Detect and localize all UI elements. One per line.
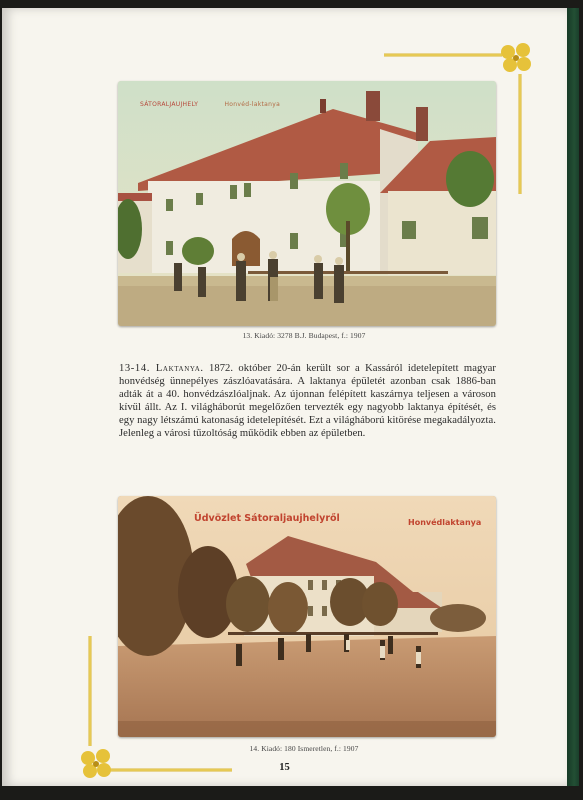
clover-icon bbox=[501, 43, 531, 72]
body-paragraph bbox=[119, 362, 496, 441]
postcard-greeting: Üdvözlet Sátoraljaujhelyről bbox=[194, 513, 340, 524]
postcard-label: Honvédlaktanya bbox=[408, 518, 482, 527]
section-heading: 13-14. Laktanya. bbox=[119, 363, 204, 374]
body-text: 1872. október 20-án került sor a Kassáról idetelepített magyar honvédség ünnepélyes zászlóavatására. A laktanya épületét azonban csak 1886-ban adták át a 40. honvédzászlóaljnak. Az újonnan felépített kaszárnya teljesen a városon kívül állt. Az I. világháborút megelőzően tervezték egy nagyobb laktanya építését, és egy nagy létszámú katonaság idetelepítését. Ezt a világháború kitörése megakadályozta. Jelenleg a városi tűzoltóság működik ebben az épületben. bbox=[119, 363, 496, 440]
postcard-caption-13: 13. Kiadó: 3278 B.J. Budapest, f.: 1907 bbox=[242, 331, 366, 340]
postcard-image-honvedlaktanya bbox=[118, 496, 496, 737]
postcard-header-place: SÁTORALJAUJHELY bbox=[140, 101, 199, 108]
postcard-image-barracks-1907 bbox=[118, 81, 496, 326]
postcard-caption-14: 14. Kiadó: 180 Ismeretlen, f.: 1907 bbox=[249, 744, 359, 753]
postcard-header bbox=[140, 101, 280, 108]
postcard-header-subject: Honvéd-laktanya bbox=[224, 101, 281, 108]
page-number: 15 bbox=[279, 762, 290, 773]
book-page bbox=[2, 8, 567, 786]
book-cover-edge bbox=[567, 8, 579, 786]
